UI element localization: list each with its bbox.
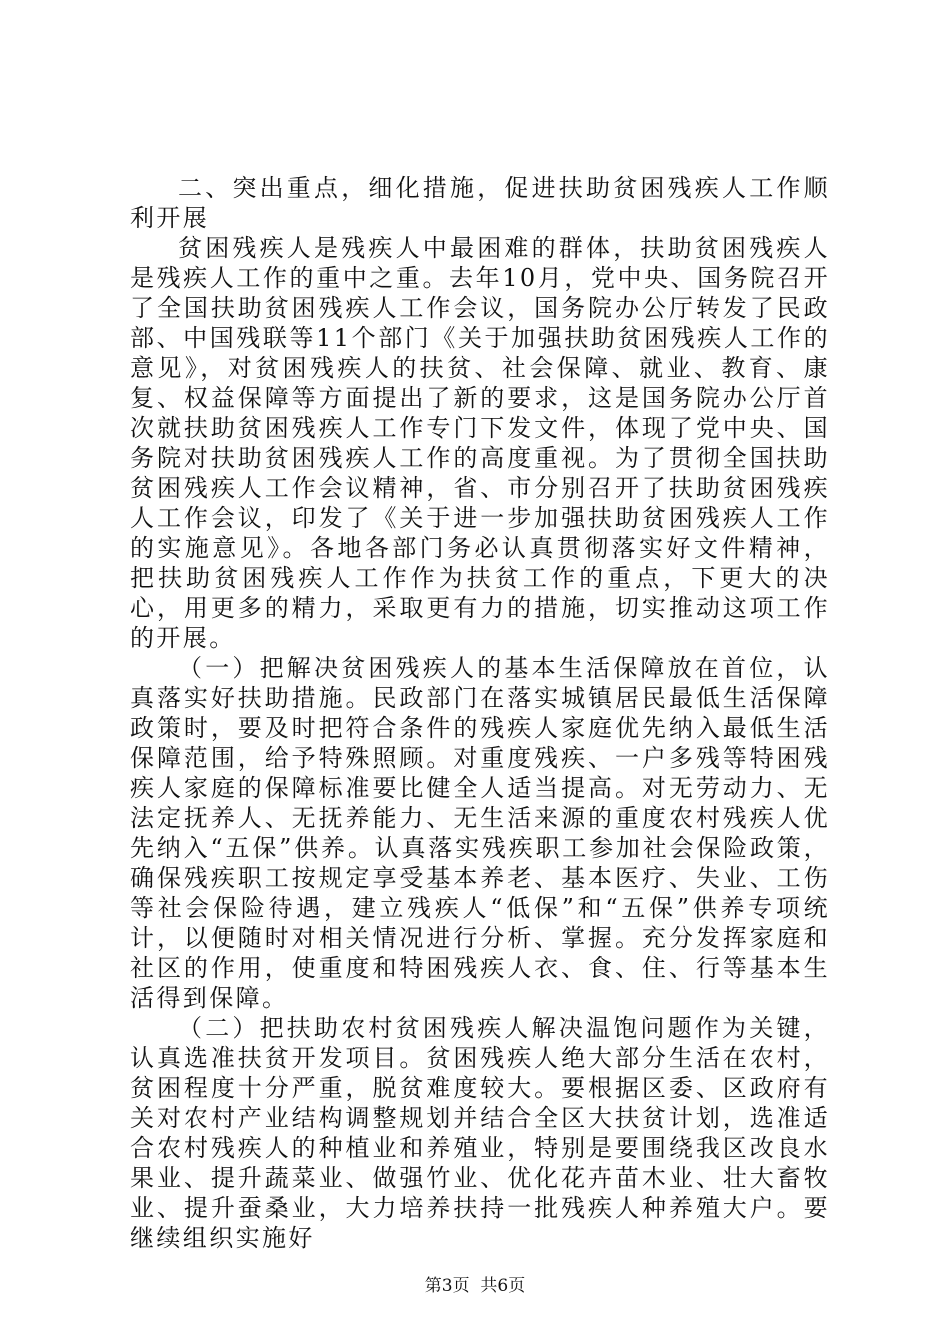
paragraph-item-2: （二）把扶助农村贫困残疾人解决温饱问题作为关键，认真选准扶贫开发项目。贫困残疾人绝大部分生活在农村，贫困程度十分严重，脱贫难度较大。要根据区委、区政府有关对农村产业结构调整规划并结合全区大扶贫计划，选准适合农村残疾人的种植业和养殖业，特别是要围绕我区改良水果业、提升蔬菜业、做强竹业、优化花卉苗木业、壮大畜牧业、提升蚕桑业，大力培养扶持一批残疾人种养殖大户。要继续组织实施好 (130, 1014, 830, 1252)
page-number-footer: 第3页 共6页 (424, 1276, 526, 1296)
document-body (130, 173, 830, 1253)
paragraph-item-1: （一）把解决贫困残疾人的基本生活保障放在首位，认真落实好扶助措施。民政部门在落实城镇居民最低生活保障政策时，要及时把符合条件的残疾人家庭优先纳入最低生活保障范围，给予特殊照顾。对重度残疾、一户多残等特困残疾人家庭的保障标准要比健全人适当提高。对无劳动力、无法定抚养人、无抚养能力、无生活来源的重度农村残疾人优先纳入“五保”供养。认真落实残疾职工参加社会保险政策，确保残疾职工按规定享受基本养老、基本医疗、失业、工伤等社会保险待遇，建立残疾人“低保”和“五保”供养专项统计，以便随时对相关情况进行分析、掌握。充分发挥家庭和社区的作用，使重度和特困残疾人衣、食、住、行等基本生活得到保障。 (130, 654, 830, 1012)
paragraph-intro: 贫困残疾人是残疾人中最困难的群体，扶助贫困残疾人是残疾人工作的重中之重。去年10月，党中央、国务院召开了全国扶助贫困残疾人工作会议，国务院办公厅转发了民政部、中国残联等11个部门《关于加强扶助贫困残疾人工作的意见》，对贫困残疾人的扶贫、社会保障、就业、教育、康复、权益保障等方面提出了新的要求，这是国务院办公厅首次就扶助贫困残疾人工作专门下发文件，体现了党中央、国务院对扶助贫困残疾人工作的高度重视。为了贯彻全国扶助贫困残疾人工作会议精神，省、市分别召开了扶助贫困残疾人工作会议，印发了《关于进一步加强扶助贫困残疾人工作的实施意见》。各地各部门务必认真贯彻落实好文件精神，把扶助贫困残疾人工作作为扶贫工作的重点，下更大的决心，用更多的精力，采取更有力的措施，切实推动这项工作的开展。 (130, 234, 830, 652)
section-heading: 二、突出重点，细化措施，促进扶助贫困残疾人工作顺利开展 (130, 174, 830, 232)
